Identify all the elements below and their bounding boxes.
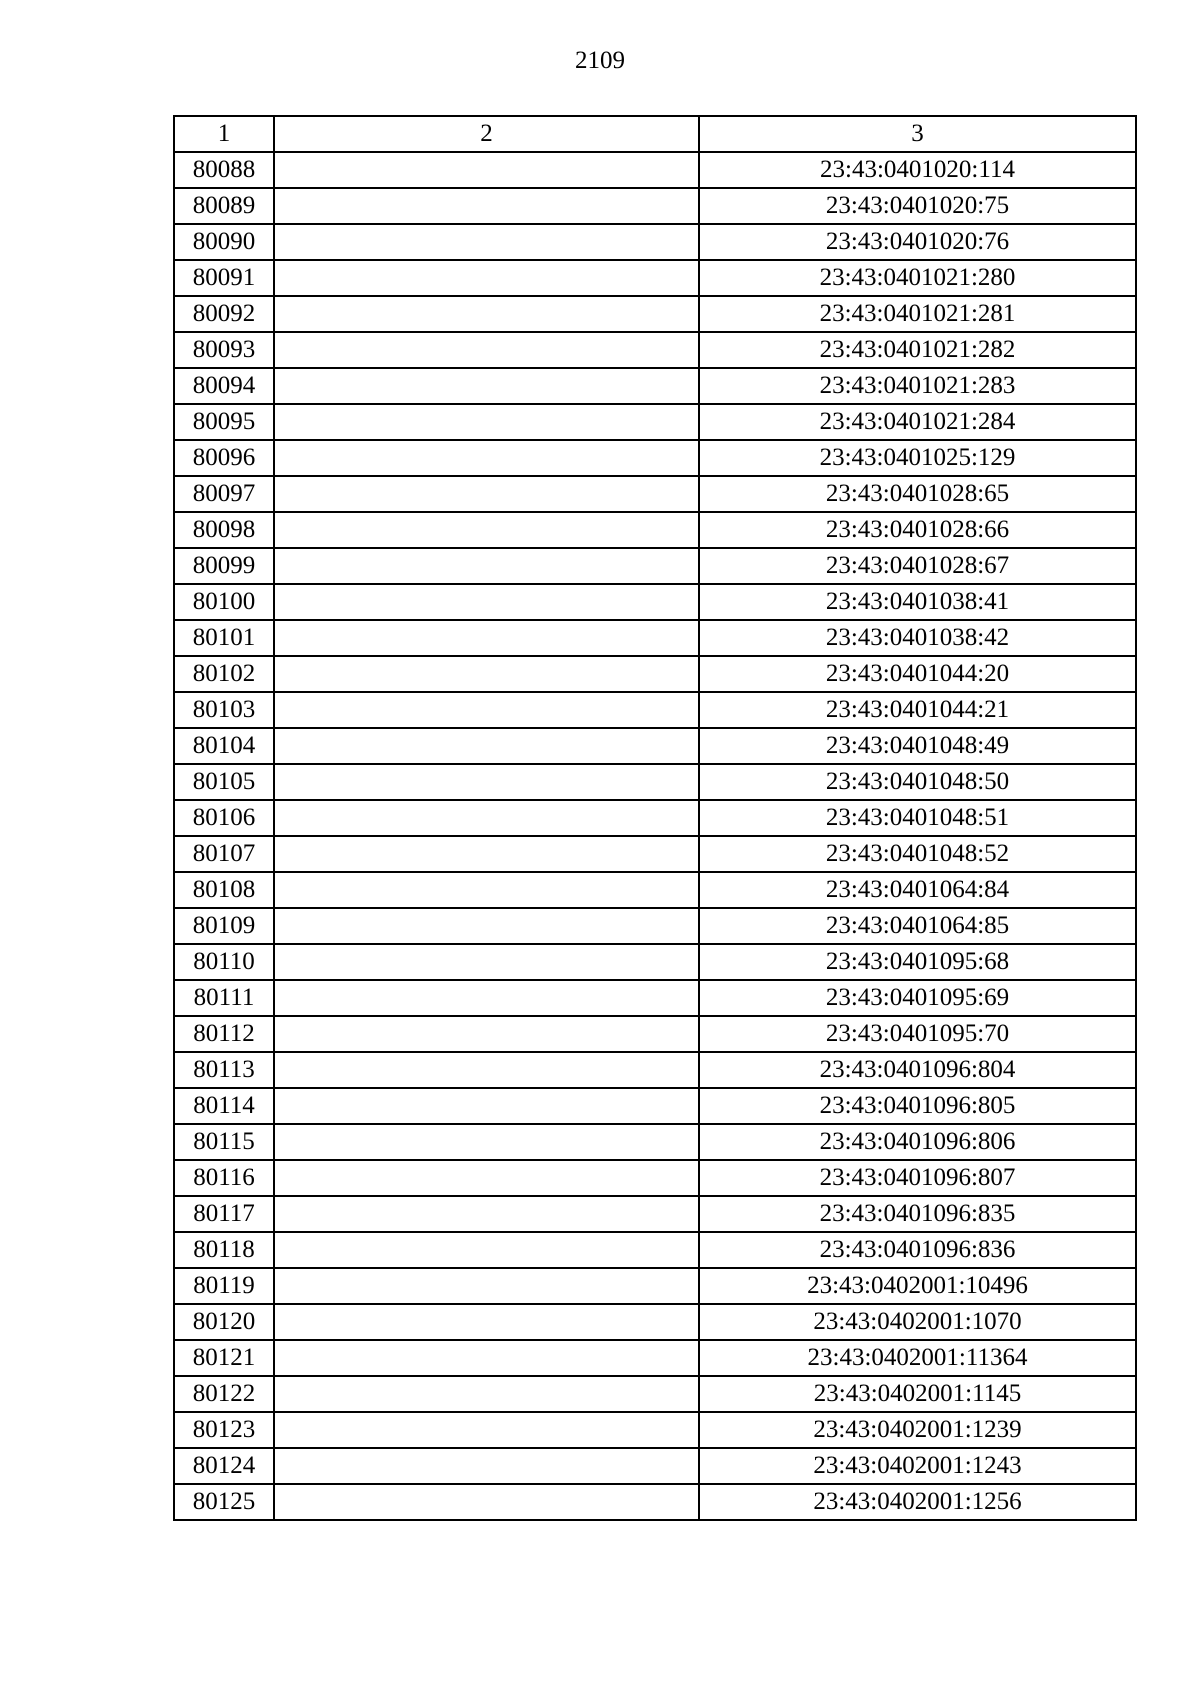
table-row [174, 1340, 1136, 1376]
description-cell [274, 1016, 699, 1052]
row-number-cell: 80103 [174, 692, 274, 728]
cadastral-number-cell: 23:43:0401096:835 [699, 1196, 1136, 1232]
row-number-cell: 80101 [174, 620, 274, 656]
description-cell [274, 1340, 699, 1376]
description-cell [274, 908, 699, 944]
row-number-cell: 80104 [174, 728, 274, 764]
table-row [174, 296, 1136, 332]
table-row [174, 368, 1136, 404]
description-cell [274, 1304, 699, 1340]
table-row [174, 1448, 1136, 1484]
cadastral-number-cell: 23:43:0401020:75 [699, 188, 1136, 224]
description-cell [274, 188, 699, 224]
row-number-cell: 80094 [174, 368, 274, 404]
description-cell [274, 836, 699, 872]
description-cell [274, 1088, 699, 1124]
cadastral-number-cell: 23:43:0401028:67 [699, 548, 1136, 584]
description-cell [274, 1376, 699, 1412]
table-row [174, 1160, 1136, 1196]
row-number-cell: 80121 [174, 1340, 274, 1376]
table-row [174, 188, 1136, 224]
table-row [174, 908, 1136, 944]
description-cell [274, 512, 699, 548]
table-row [174, 836, 1136, 872]
description-cell [274, 1448, 699, 1484]
row-number-cell: 80090 [174, 224, 274, 260]
table-row [174, 980, 1136, 1016]
row-number-cell: 80097 [174, 476, 274, 512]
cadastral-number-cell: 23:43:0401096:807 [699, 1160, 1136, 1196]
row-number-cell: 80115 [174, 1124, 274, 1160]
description-cell [274, 692, 699, 728]
cadastral-number-cell: 23:43:0401064:84 [699, 872, 1136, 908]
table-row [174, 1088, 1136, 1124]
cadastral-number-cell: 23:43:0401021:281 [699, 296, 1136, 332]
row-number-cell: 80089 [174, 188, 274, 224]
table-header-row [174, 116, 1136, 152]
row-number-cell: 80091 [174, 260, 274, 296]
description-cell [274, 980, 699, 1016]
row-number-cell: 80100 [174, 584, 274, 620]
row-number-cell: 80124 [174, 1448, 274, 1484]
cadastral-number-cell: 23:43:0401096:806 [699, 1124, 1136, 1160]
row-number-cell: 80113 [174, 1052, 274, 1088]
cadastral-number-cell: 23:43:0402001:1256 [699, 1484, 1136, 1520]
description-cell [274, 620, 699, 656]
table-row [174, 404, 1136, 440]
row-number-cell: 80116 [174, 1160, 274, 1196]
table-row [174, 728, 1136, 764]
cadastral-number-cell: 23:43:0401048:50 [699, 764, 1136, 800]
cadastral-number-cell: 23:43:0402001:11364 [699, 1340, 1136, 1376]
description-cell [274, 1052, 699, 1088]
table-row [174, 764, 1136, 800]
table-row [174, 1196, 1136, 1232]
description-cell [274, 656, 699, 692]
row-number-cell: 80096 [174, 440, 274, 476]
cadastral-number-cell: 23:43:0402001:1239 [699, 1412, 1136, 1448]
row-number-cell: 80092 [174, 296, 274, 332]
description-cell [274, 584, 699, 620]
table-row [174, 512, 1136, 548]
table-row [174, 872, 1136, 908]
row-number-cell: 80111 [174, 980, 274, 1016]
table-row [174, 440, 1136, 476]
table-row [174, 224, 1136, 260]
description-cell [274, 296, 699, 332]
table-row [174, 656, 1136, 692]
table-row [174, 476, 1136, 512]
row-number-cell: 80117 [174, 1196, 274, 1232]
description-cell [274, 1268, 699, 1304]
table-body [174, 152, 1136, 1520]
table-row [174, 1232, 1136, 1268]
row-number-cell: 80095 [174, 404, 274, 440]
cadastral-number-cell: 23:43:0401096:805 [699, 1088, 1136, 1124]
cadastral-number-cell: 23:43:0402001:1070 [699, 1304, 1136, 1340]
cadastral-number-cell: 23:43:0401096:836 [699, 1232, 1136, 1268]
table-row [174, 1268, 1136, 1304]
cadastral-number-cell: 23:43:0401095:69 [699, 980, 1136, 1016]
cadastral-number-cell: 23:43:0401095:70 [699, 1016, 1136, 1052]
cadastral-number-cell: 23:43:0401020:76 [699, 224, 1136, 260]
row-number-cell: 80108 [174, 872, 274, 908]
cadastral-number-cell: 23:43:0402001:1243 [699, 1448, 1136, 1484]
cadastral-number-cell: 23:43:0401025:129 [699, 440, 1136, 476]
row-number-cell: 80114 [174, 1088, 274, 1124]
cadastral-number-cell: 23:43:0401021:282 [699, 332, 1136, 368]
cadastral-number-cell: 23:43:0402001:1145 [699, 1376, 1136, 1412]
row-number-cell: 80106 [174, 800, 274, 836]
row-number-cell: 80098 [174, 512, 274, 548]
description-cell [274, 1160, 699, 1196]
description-cell [274, 404, 699, 440]
table-row [174, 152, 1136, 188]
row-number-cell: 80099 [174, 548, 274, 584]
cadastral-number-cell: 23:43:0401021:284 [699, 404, 1136, 440]
description-cell [274, 1124, 699, 1160]
cadastral-number-cell: 23:43:0401038:41 [699, 584, 1136, 620]
description-cell [274, 548, 699, 584]
row-number-cell: 80110 [174, 944, 274, 980]
description-cell [274, 152, 699, 188]
table-row [174, 944, 1136, 980]
cadastral-number-cell: 23:43:0401048:51 [699, 800, 1136, 836]
cadastral-number-cell: 23:43:0401048:52 [699, 836, 1136, 872]
cadastral-number-cell: 23:43:0401038:42 [699, 620, 1136, 656]
cadastral-number-cell: 23:43:0402001:10496 [699, 1268, 1136, 1304]
description-cell [274, 800, 699, 836]
table-row [174, 1016, 1136, 1052]
column-header-3: 3 [699, 116, 1136, 152]
table-row [174, 620, 1136, 656]
description-cell [274, 1196, 699, 1232]
cadastral-number-cell: 23:43:0401048:49 [699, 728, 1136, 764]
table-row [174, 1124, 1136, 1160]
row-number-cell: 80112 [174, 1016, 274, 1052]
description-cell [274, 1232, 699, 1268]
description-cell [274, 260, 699, 296]
table-row [174, 1052, 1136, 1088]
description-cell [274, 728, 699, 764]
row-number-cell: 80120 [174, 1304, 274, 1340]
description-cell [274, 1412, 699, 1448]
row-number-cell: 80107 [174, 836, 274, 872]
table-row [174, 692, 1136, 728]
page-number: 2109 [575, 47, 625, 74]
description-cell [274, 332, 699, 368]
description-cell [274, 764, 699, 800]
cadastral-number-cell: 23:43:0401021:280 [699, 260, 1136, 296]
row-number-cell: 80122 [174, 1376, 274, 1412]
table-row [174, 1412, 1136, 1448]
description-cell [274, 224, 699, 260]
cadastral-number-cell: 23:43:0401095:68 [699, 944, 1136, 980]
description-cell [274, 440, 699, 476]
row-number-cell: 80125 [174, 1484, 274, 1520]
description-cell [274, 368, 699, 404]
table-row [174, 548, 1136, 584]
description-cell [274, 1484, 699, 1520]
table-row [174, 1376, 1136, 1412]
cadastral-number-cell: 23:43:0401044:20 [699, 656, 1136, 692]
cadastral-number-cell: 23:43:0401044:21 [699, 692, 1136, 728]
cadastral-number-cell: 23:43:0401096:804 [699, 1052, 1136, 1088]
row-number-cell: 80088 [174, 152, 274, 188]
column-header-2: 2 [274, 116, 699, 152]
cadastral-number-cell: 23:43:0401020:114 [699, 152, 1136, 188]
table-row [174, 260, 1136, 296]
cadastral-number-cell: 23:43:0401028:65 [699, 476, 1136, 512]
row-number-cell: 80123 [174, 1412, 274, 1448]
description-cell [274, 476, 699, 512]
cadastral-number-cell: 23:43:0401021:283 [699, 368, 1136, 404]
row-number-cell: 80093 [174, 332, 274, 368]
description-cell [274, 944, 699, 980]
row-number-cell: 80105 [174, 764, 274, 800]
description-cell [274, 872, 699, 908]
cadastral-table [173, 115, 1137, 1521]
column-header-1: 1 [174, 116, 274, 152]
row-number-cell: 80109 [174, 908, 274, 944]
table-row [174, 1304, 1136, 1340]
table-row [174, 800, 1136, 836]
table-row [174, 332, 1136, 368]
row-number-cell: 80102 [174, 656, 274, 692]
table-row [174, 1484, 1136, 1520]
cadastral-number-cell: 23:43:0401028:66 [699, 512, 1136, 548]
row-number-cell: 80119 [174, 1268, 274, 1304]
table-row [174, 584, 1136, 620]
cadastral-number-cell: 23:43:0401064:85 [699, 908, 1136, 944]
row-number-cell: 80118 [174, 1232, 274, 1268]
